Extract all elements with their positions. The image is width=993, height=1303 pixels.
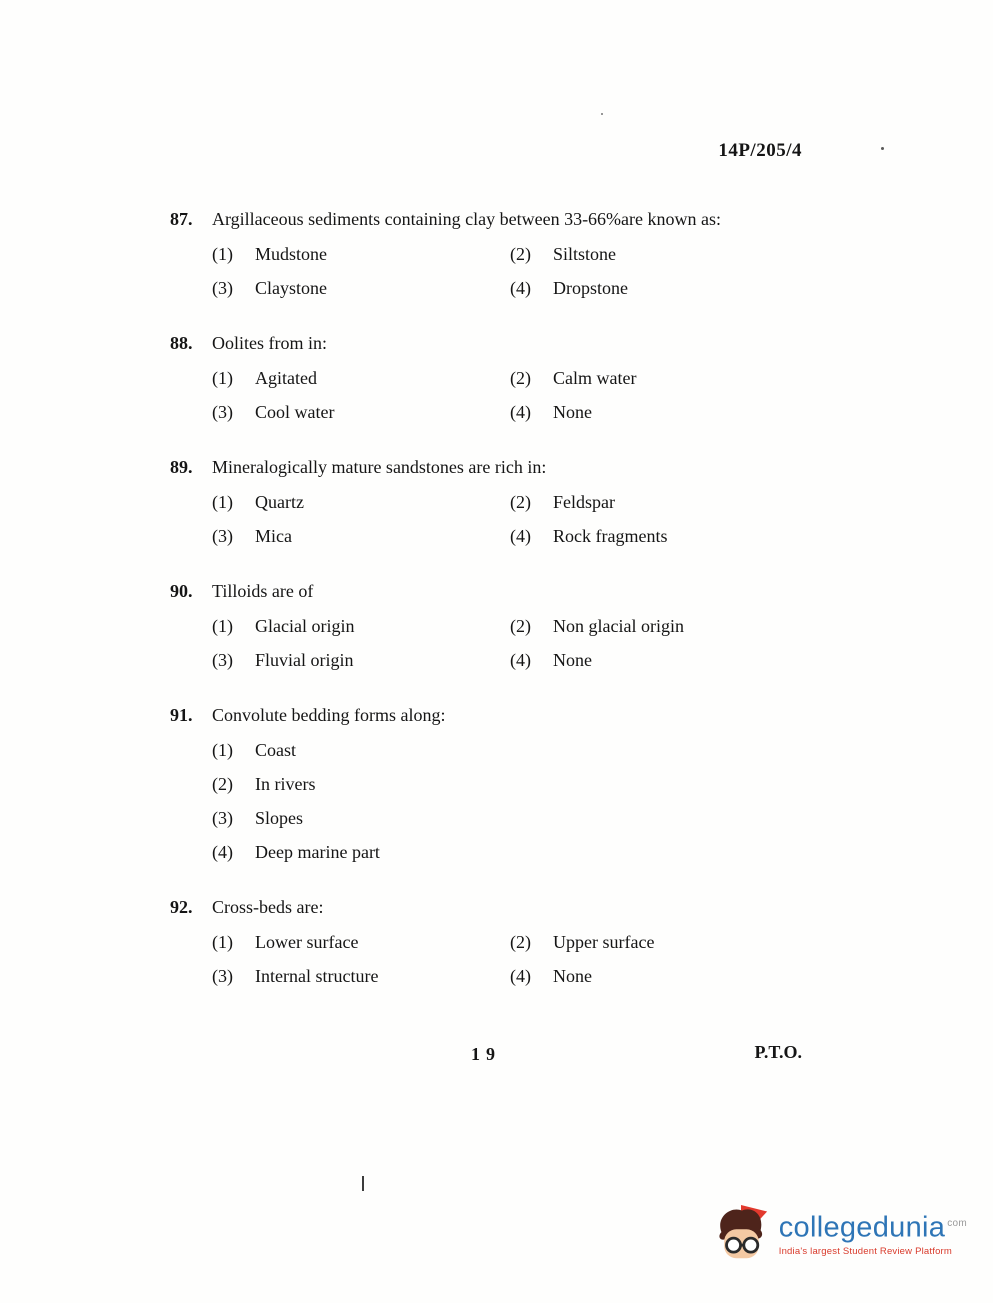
- question-head: [170, 454, 802, 480]
- question-88: [170, 330, 802, 424]
- option-list: [212, 243, 802, 300]
- page-footer: [170, 1044, 802, 1070]
- option: [510, 401, 802, 424]
- option-label: Upper surface: [553, 932, 655, 952]
- option: [212, 401, 510, 424]
- option-label: Non glacial origin: [553, 616, 684, 636]
- option: [510, 965, 802, 988]
- option-number: (1): [212, 368, 233, 388]
- option: [212, 615, 510, 638]
- option: [212, 649, 510, 672]
- option-label: Slopes: [255, 808, 304, 828]
- option-label: Cool water: [255, 402, 335, 422]
- option-number: (3): [212, 526, 233, 546]
- option-number: (3): [212, 966, 233, 986]
- option-number: (1): [212, 932, 233, 952]
- option-label: Dropstone: [553, 278, 628, 298]
- option-number: (1): [212, 244, 233, 264]
- option-label: None: [553, 402, 592, 422]
- question-text: Cross-beds are:: [212, 897, 324, 917]
- option-number: (3): [212, 402, 233, 422]
- option-label: None: [553, 966, 592, 986]
- scan-artifact: [601, 113, 603, 115]
- option-label: None: [553, 650, 592, 670]
- question-number: 87.: [170, 209, 193, 229]
- option: [510, 525, 802, 548]
- page-number: 19: [471, 1044, 501, 1064]
- option: [212, 525, 510, 548]
- option-number: (1): [212, 740, 233, 760]
- question-text: Tilloids are of: [212, 581, 314, 601]
- question-head: [170, 578, 802, 604]
- option-number: (4): [212, 842, 233, 862]
- option: [212, 931, 510, 954]
- option-label: Coast: [255, 740, 297, 760]
- option-number: (4): [510, 278, 531, 298]
- question-89: [170, 454, 802, 548]
- option-number: (4): [510, 526, 531, 546]
- question-head: [170, 702, 802, 728]
- option-number: (3): [212, 808, 233, 828]
- option-list: [212, 615, 802, 672]
- question-text: Oolites from in:: [212, 333, 327, 353]
- collegedunia-logo: [713, 1203, 967, 1263]
- scan-artifact: [881, 147, 884, 150]
- option: [212, 773, 802, 796]
- option-number: (4): [510, 650, 531, 670]
- question-head: [170, 330, 802, 356]
- option-number: (2): [510, 932, 531, 952]
- option-number: (3): [212, 278, 233, 298]
- question-90: [170, 578, 802, 672]
- logo-brand-text: collegedunia: [778, 1211, 946, 1244]
- question-text: Mineralogically mature sandstones are rich in:: [212, 457, 547, 477]
- option: [212, 491, 510, 514]
- option-label: Internal structure: [255, 966, 379, 986]
- option: [510, 649, 802, 672]
- option: [212, 965, 510, 988]
- question-number: 90.: [170, 581, 193, 601]
- option-number: (1): [212, 616, 233, 636]
- logo-text: [779, 1209, 967, 1257]
- scan-artifact: [362, 1176, 364, 1191]
- option: [212, 367, 510, 390]
- page-content: [170, 140, 802, 1070]
- option: [212, 739, 802, 762]
- question-92: [170, 894, 802, 988]
- collegedunia-mascot-icon: [713, 1203, 769, 1263]
- option: [510, 931, 802, 954]
- option-number: (2): [212, 774, 233, 794]
- option: [212, 807, 802, 830]
- question-head: [170, 206, 802, 232]
- option-label: Fluvial origin: [255, 650, 354, 670]
- option-label: Lower surface: [255, 932, 359, 952]
- option: [212, 277, 510, 300]
- pto-label: P.T.O.: [754, 1042, 802, 1062]
- option-label: Mudstone: [255, 244, 327, 264]
- option-number: (4): [510, 402, 531, 422]
- option: [212, 841, 802, 864]
- option-label: Glacial origin: [255, 616, 355, 636]
- option-number: (2): [510, 368, 531, 388]
- option-label: Siltstone: [553, 244, 617, 264]
- question-87: [170, 206, 802, 300]
- option-number: (2): [510, 244, 531, 264]
- question-91: [170, 702, 802, 864]
- question-number: 92.: [170, 897, 193, 917]
- option-label: Deep marine part: [255, 842, 380, 862]
- question-number: 91.: [170, 705, 193, 725]
- option-number: (3): [212, 650, 233, 670]
- option-label: Quartz: [255, 492, 304, 512]
- option-label: Claystone: [255, 278, 327, 298]
- option-number: (1): [212, 492, 233, 512]
- option-number: (4): [510, 966, 531, 986]
- option: [212, 243, 510, 266]
- option-label: Feldspar: [553, 492, 615, 512]
- option-label: Rock fragments: [553, 526, 668, 546]
- option-list: [212, 931, 802, 988]
- option: [510, 367, 802, 390]
- option-list: [212, 491, 802, 548]
- option: [510, 277, 802, 300]
- paper-code: 14P/205/4: [718, 140, 802, 161]
- logo-brand: [779, 1209, 967, 1243]
- logo-brand-suffix: com: [947, 1218, 967, 1230]
- option: [510, 615, 802, 638]
- question-number: 88.: [170, 333, 193, 353]
- option-list: [212, 739, 802, 864]
- question-head: [170, 894, 802, 920]
- logo-tagline: India's largest Student Review Platform: [778, 1245, 953, 1257]
- option-number: (2): [510, 616, 531, 636]
- option-label: Calm water: [553, 368, 637, 388]
- option-list: [212, 367, 802, 424]
- question-text: Convolute bedding forms along:: [212, 705, 446, 725]
- option: [510, 243, 802, 266]
- question-number: 89.: [170, 457, 193, 477]
- option-label: In rivers: [255, 774, 316, 794]
- option: [510, 491, 802, 514]
- option-label: Agitated: [255, 368, 317, 388]
- question-text: Argillaceous sediments containing clay between 33-66%are known as:: [212, 209, 722, 229]
- question-list: [170, 206, 802, 988]
- option-label: Mica: [255, 526, 292, 546]
- option-number: (2): [510, 492, 531, 512]
